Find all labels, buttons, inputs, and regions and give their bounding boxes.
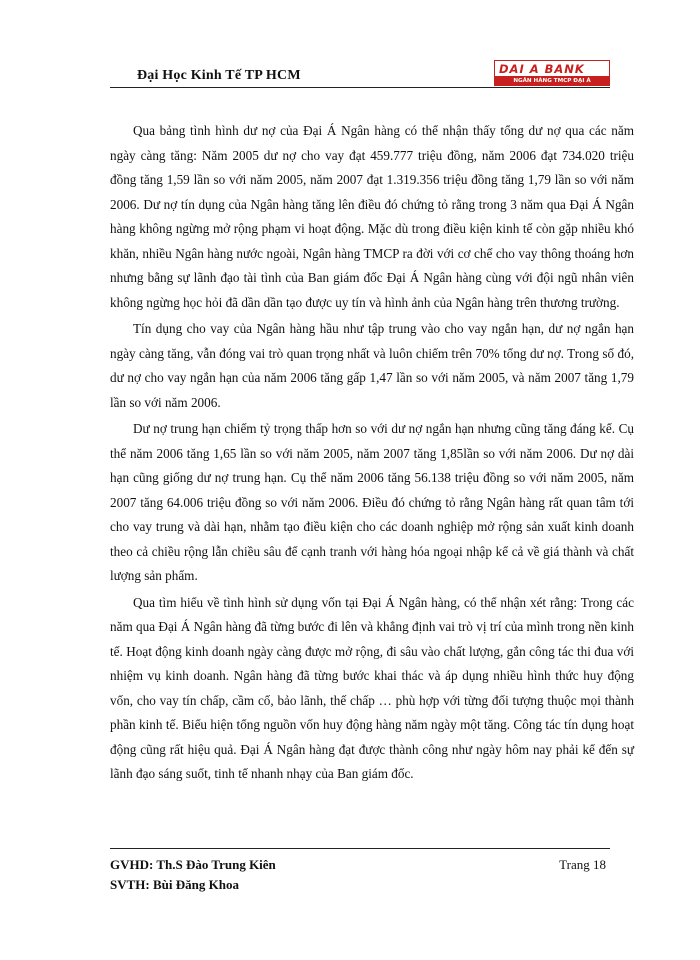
footer-student-line [110, 877, 610, 897]
page-number: Trang 18 [559, 857, 606, 872]
header-title: Đại Học Kinh Tế TP HCM [137, 68, 301, 83]
page-header [110, 58, 610, 88]
advisor-name: GVHD: Th.S Đào Trung Kiên [110, 857, 276, 872]
logo-frame [494, 60, 610, 77]
paragraph-1: Qua bảng tình hình dư nợ của Đại Á Ngân hàng có thể nhận thấy tổng dư nợ qua các năm ngày càng tăng: Năm 2005 dư nợ cho vay đạt 459.777 triệu đồng, năm 2006 đạt 734.020 triệu đồng tăng 1,59 lần so với năm 2005, năm 2007 đạt 1.319.356 triệu đồng tăng 1,79 lần so với năm 2006. Dư nợ tín dụng của Ngân hàng tăng lên điều đó chứng tỏ rằng trong 3 năm qua Đại Á Ngân hàng không ngừng mở rộng phạm vi hoạt động. Mặc dù trong điều kiện kinh tế còn gặp nhiều khó khăn, nhiều Ngân hàng nước ngoài, Ngân hàng TMCP ra đời với cơ chế cho vay thông thoáng hơn nhưng bằng sự lãnh đạo tài tình của Ban giám đốc Đại Á Ngân hàng cùng với đội ngũ nhân viên không ngừng học hỏi đã dần dần tạo được uy tín và hình ảnh của Ngân hàng trên thương trường. [110, 123, 634, 310]
paragraph-4: Qua tìm hiểu về tình hình sử dụng vốn tại Đại Á Ngân hàng, có thể nhận xét rằng: Trong các năm qua Đại Á Ngân hàng đã từng bước đi lên và khẳng định vai trò vị trí của mình trong nền kinh tế. Hoạt động kinh doanh ngày càng được mở rộng, đi sâu vào chất lượng, gắn công tác thi đua với nhiệm vụ kinh doanh. Ngân hàng đã từng bước khai thác và áp dụng nhiều hình thức huy động vốn, cho vay tín chấp, cầm cố, bảo lãnh, thế chấp … phù hợp với từng đối tượng thuộc mọi thành phần kinh tế. Biểu hiện tổng nguồn vốn huy động hàng năm ngày một tăng. Công tác tín dụng hoạt động cũng rất hiệu quả. Đại Á Ngân hàng đạt được thành công như ngày hôm nay phải kể đến sự lãnh đạo sáng suốt, tinh tế nhanh nhạy của Ban giám đốc. [110, 594, 634, 781]
page-footer [110, 848, 610, 897]
footer-advisor-line [110, 857, 610, 877]
document-body [110, 119, 634, 789]
header-divider [110, 87, 610, 88]
student-name: SVTH: Bùi Đăng Khoa [110, 877, 239, 892]
dai-a-bank-logo [494, 60, 610, 86]
paragraph-3: Dư nợ trung hạn chiếm tỷ trọng thấp hơn so với dư nợ ngắn hạn nhưng cũng tăng đáng kể. Cụ thể năm 2006 tăng 1,65 lần so với năm 2005, năm 2007 tăng 1,85lần so với năm 2006. Dư nợ dài hạn cũng giống dư nợ trung hạn. Cụ thể năm 2006 tăng 56.138 triệu đồng so với năm 2005, năm 2007 tăng 64.006 triệu đồng so với năm 2006. Điều đó chứng tỏ rằng Ngân hàng rất quan tâm tới cho vay trung và dài hạn, nhằm tạo điều kiện cho các doanh nghiệp mở rộng sản xuất kinh doanh theo cả chiều rộng lẫn chiều sâu để cạnh tranh với hàng hóa ngoại nhập kể cả về giá thành và chất lượng sản phẩm. [110, 421, 634, 583]
logo-name: DAI A BANK [499, 62, 585, 76]
paragraph-2: Tín dụng cho vay của Ngân hàng hầu như tập trung vào cho vay ngắn hạn, dư nợ ngắn hạn ngày càng tăng, vẫn đóng vai trò quan trọng nhất và luôn chiếm trên 70% tổng dư nợ. Trong số đó, dư nợ cho vay ngắn hạn của năm 2006 tăng gấp 1,47 lần so với năm 2005, và năm 2007 tăng 1,79 lần so với năm 2006. [110, 321, 634, 410]
logo-subtitle: NGÂN HÀNG TMCP ĐẠI Á [494, 77, 610, 86]
footer-divider [110, 848, 610, 849]
